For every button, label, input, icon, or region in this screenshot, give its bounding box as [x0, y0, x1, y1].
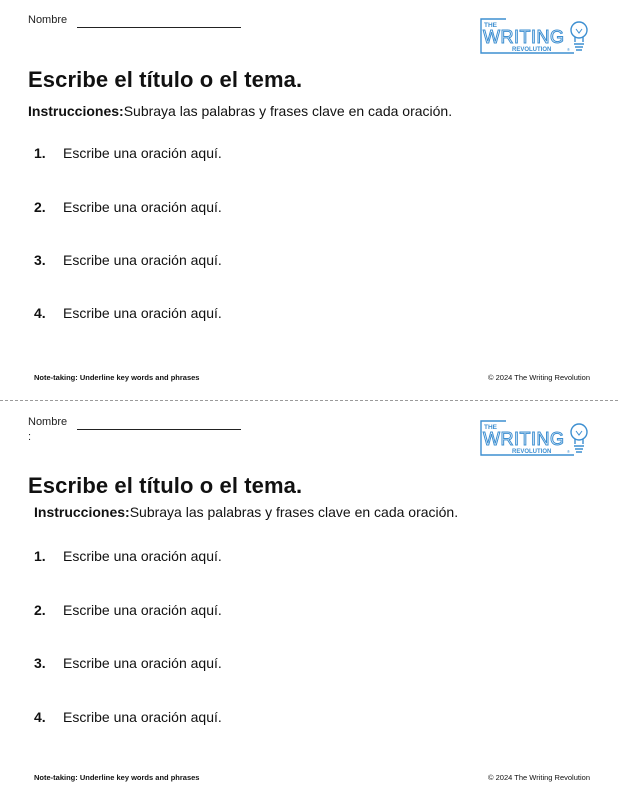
footer-copyright: © 2024 The Writing Revolution [488, 773, 590, 782]
item-text: Escribe una oración aquí. [63, 709, 222, 725]
item-text: Escribe una oración aquí. [63, 548, 222, 564]
item-number: 3. [34, 252, 46, 268]
footer-note: Note-taking: Underline key words and phrases [34, 373, 200, 382]
name-label: Nombre [28, 416, 68, 428]
item-number: 4. [34, 305, 46, 321]
name-field[interactable] [77, 429, 241, 430]
list-item [34, 252, 222, 268]
logo-writing: WRITING [483, 27, 565, 47]
instructions [34, 504, 458, 520]
worksheet-bottom [0, 402, 618, 802]
item-number: 3. [34, 655, 46, 671]
item-text: Escribe una oración aquí. [63, 145, 222, 161]
instructions-label: Instrucciones: [34, 504, 130, 520]
instructions-label: Instrucciones: [28, 103, 124, 119]
instructions-text: Subraya las palabras y frases clave en cada oración. [123, 103, 453, 119]
logo-the: THE [484, 424, 497, 431]
writing-revolution-logo [478, 418, 592, 458]
cut-line [0, 400, 618, 401]
lightbulb-icon [571, 424, 587, 452]
list-item [34, 548, 222, 564]
list-item [34, 602, 222, 618]
logo-revolution: REVOLUTION [512, 47, 552, 53]
item-text: Escribe una oración aquí. [63, 305, 222, 321]
list-item [34, 305, 222, 321]
item-number: 2. [34, 199, 46, 215]
item-text: Escribe una oración aquí. [63, 199, 222, 215]
footer-copyright: © 2024 The Writing Revolution [488, 373, 590, 382]
item-text: Escribe una oración aquí. [63, 602, 222, 618]
footer-note: Note-taking: Underline key words and phrases [34, 773, 200, 782]
page-title: Escribe el título o el tema. [28, 67, 303, 92]
name-field[interactable] [77, 27, 241, 28]
item-number: 4. [34, 709, 46, 725]
list-item [34, 199, 222, 215]
name-label-colon: : [28, 431, 32, 443]
item-number: 2. [34, 602, 46, 618]
item-text: Escribe una oración aquí. [63, 655, 222, 671]
logo-registered: ® [567, 47, 570, 52]
name-label: Nombre [28, 14, 68, 26]
instructions-text: Subraya las palabras y frases clave en cada oración. [129, 504, 459, 520]
worksheet-top [0, 0, 618, 400]
writing-revolution-logo [478, 16, 592, 56]
page-title: Escribe el título o el tema. [28, 473, 303, 498]
list-item [34, 655, 222, 671]
instructions [28, 103, 452, 119]
list-item [34, 145, 222, 161]
item-number: 1. [34, 548, 46, 564]
item-number: 1. [34, 145, 46, 161]
logo-registered: ® [567, 449, 570, 454]
list-item [34, 709, 222, 725]
item-text: Escribe una oración aquí. [63, 252, 222, 268]
lightbulb-icon [571, 22, 587, 50]
logo-the: THE [484, 22, 497, 29]
logo-revolution: REVOLUTION [512, 449, 552, 455]
logo-writing: WRITING [483, 429, 565, 449]
